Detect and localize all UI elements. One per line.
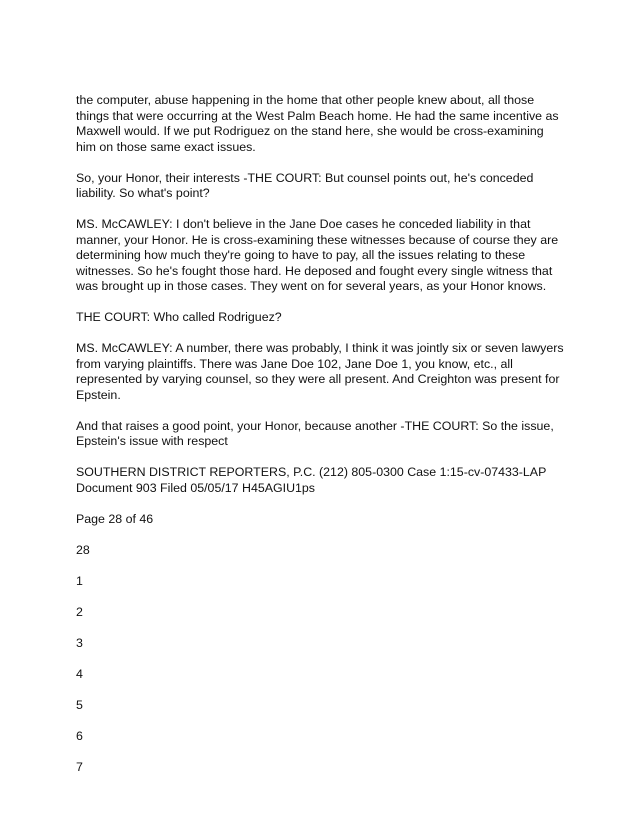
paragraph-1: the computer, abuse happening in the home that other people knew about, all those things that were occurring at the West Palm Beach home. He had the same incentive as Maxwell would. If we put Rodriguez on the stand here, she would be cross-examining him on those same exact issues. — [76, 93, 559, 154]
page-number: 28 — [76, 542, 90, 557]
line-number-4: 4 — [76, 666, 83, 681]
paragraph-4: THE COURT: Who called Rodriguez? — [76, 310, 282, 324]
line-number-1: 1 — [76, 573, 83, 588]
line-number-7: 7 — [76, 759, 83, 774]
transcript-body — [76, 93, 566, 791]
line-number-3: 3 — [76, 635, 83, 650]
reporter-footer: SOUTHERN DISTRICT REPORTERS, P.C. (212) 805-0300 Case 1:15-cv-07433-LAP Document 903 Filed 05/05/17 H45AGIU1ps — [76, 465, 547, 495]
paragraph-3: MS. McCAWLEY: I don't believe in the Jane Doe cases he conceded liability in that manner, your Honor. He is cross-examining these witnesses because of course they are determining how much they're going to have to pay, all the issues relating to these witnesses. So he's fought those hard. He deposed and fought every single witness that was brought up in those cases. They went on for several years, as your Honor knows. — [76, 217, 559, 293]
line-number-2: 2 — [76, 604, 83, 619]
line-number-6: 6 — [76, 728, 83, 743]
paragraph-6: And that raises a good point, your Honor, because another -THE COURT: So the issue, Epstein's issue with respect — [76, 418, 554, 448]
page-label: Page 28 of 46 — [76, 511, 154, 526]
paragraph-5: MS. McCAWLEY: A number, there was probably, I think it was jointly six or seven lawyers from varying plaintiffs. There was Jane Doe 102, Jane Doe 1, you know, etc., all represented by varying counsel, so they were all present. And Creighton was present for Epstein. — [76, 341, 564, 402]
paragraph-2: So, your Honor, their interests -THE COURT: But counsel points out, he's conceded liability. So what's point? — [76, 170, 534, 200]
line-number-5: 5 — [76, 697, 83, 712]
